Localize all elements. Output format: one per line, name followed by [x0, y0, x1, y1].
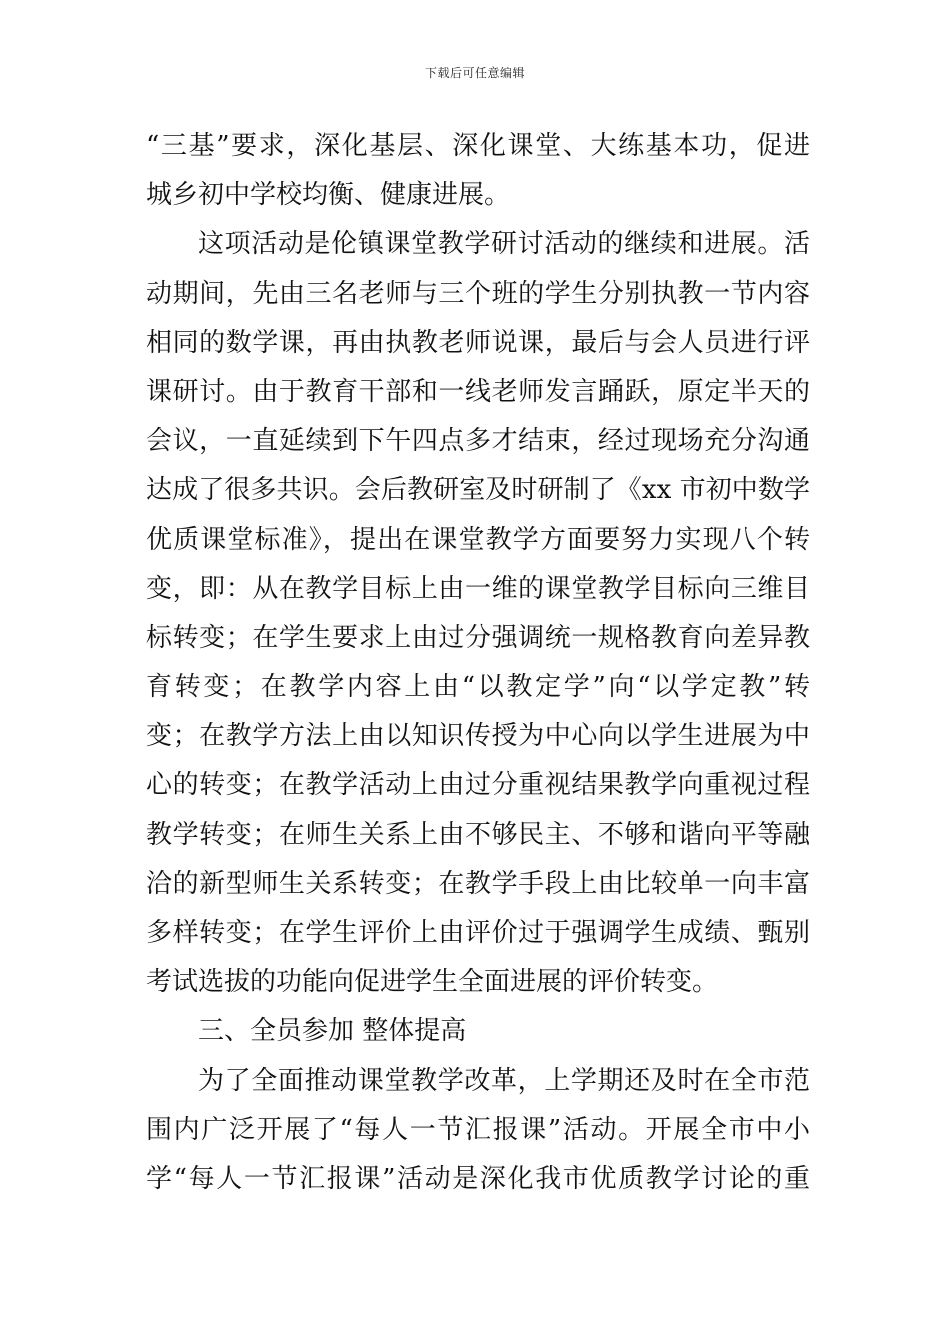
text-line: 这项活动是伦镇课堂教学研讨活动的继续和进展。活 — [198, 229, 810, 260]
text-line: 城乡初中学校均衡、健康进展。 — [146, 180, 511, 211]
text-line: 变，即：从在教学目标上由一维的课堂教学目标向三维目 — [146, 573, 810, 604]
text-line: “三基”要求，深化基层、深化课堂、大练基本功，促进 — [146, 131, 810, 161]
text-line: 育转变；在教学内容上由“以教定学”向“以学定教”转 — [146, 672, 810, 703]
text-line: 优质课堂标准》，提出在课堂教学方面要努力实现八个转 — [146, 524, 810, 555]
page-header: 下载后可任意编辑 — [424, 66, 525, 80]
text-line: 动期间，先由三名老师与三个班的学生分别执教一节内容 — [146, 278, 810, 309]
text-line: 教学转变；在师生关系上由不够民主、不够和谐向平等融 — [146, 819, 810, 850]
text-line: 多样转变；在学生评价上由评价过于强调学生成绩、甄别 — [146, 918, 810, 948]
text-line: 为了全面推动课堂教学改革，上学期还及时在全市范 — [198, 1065, 810, 1096]
section-heading: 三、全员参加 整体提高 — [198, 1016, 467, 1047]
text-line: 变；在教学方法上由以知识传授为中心向以学生进展为中 — [146, 721, 810, 752]
text-line: 洽的新型师生关系转变；在教学手段上由比较单一向丰富 — [146, 868, 810, 899]
text-line: 围内广泛开展了“每人一节汇报课”活动。开展全市中小 — [146, 1114, 810, 1145]
text-line: 心的转变；在教学活动上由过分重视结果教学向重视过程 — [146, 770, 810, 801]
text-line: 相同的数学课，再由执教老师说课，最后与会人员进行评 — [146, 327, 810, 358]
text-line: 课研讨。由于教育干部和一线老师发言踊跃，原定半天的 — [146, 376, 810, 407]
text-line: 考试选拔的功能向促进学生全面进展的评价转变。 — [146, 967, 719, 998]
text-line: 学“每人一节汇报课”活动是深化我市优质教学讨论的重 — [146, 1163, 810, 1194]
text-line: 会议，一直延续到下午四点多才结束，经过现场充分沟通 — [146, 426, 810, 457]
document-body — [146, 122, 810, 1204]
text-line: 达成了很多共识。会后教研室及时研制了《xx 市初中数学 — [146, 475, 810, 506]
text-line: 标转变；在学生要求上由过分强调统一规格教育向差异教 — [146, 622, 810, 653]
